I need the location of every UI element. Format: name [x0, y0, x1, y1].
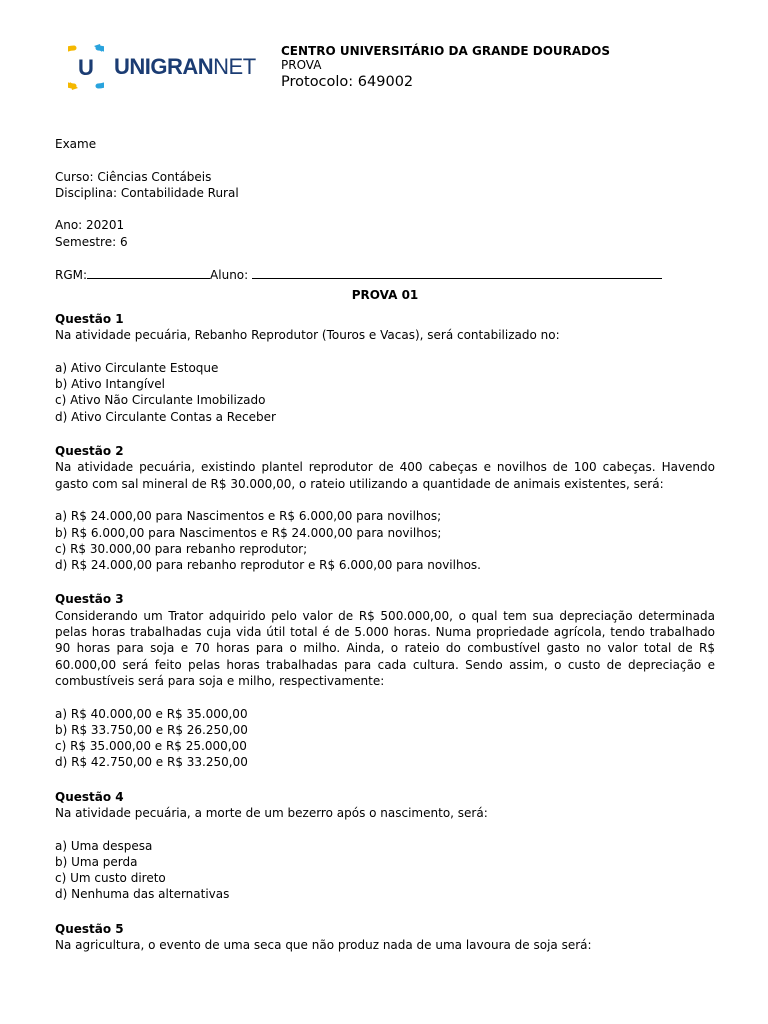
answer-option[interactable]: d) Ativo Circulante Contas a Receber — [55, 409, 276, 424]
answer-option[interactable]: b) Uma perda — [55, 854, 138, 869]
year-label: Ano: 20201 — [55, 218, 125, 233]
question-text: Na atividade pecuária, a morte de um bezerro após o nascimento, será: — [55, 805, 488, 820]
protocol-number: Protocolo: 649002 — [281, 74, 414, 90]
logo-letter: U — [78, 55, 94, 80]
document-type: PROVA — [281, 58, 322, 72]
answer-option[interactable]: a) Uma despesa — [55, 838, 153, 853]
answer-option[interactable]: d) R$ 42.750,00 e R$ 33.250,00 — [55, 755, 248, 770]
answer-option[interactable]: c) Um custo direto — [55, 871, 166, 886]
answer-option[interactable]: b) Ativo Intangível — [55, 377, 165, 392]
semester-label: Semestre: 6 — [55, 234, 128, 249]
test-title: PROVA 01 — [351, 287, 419, 302]
student-name-field[interactable] — [252, 266, 662, 279]
logo-wordmark — [114, 54, 256, 80]
answer-option[interactable]: a) R$ 24.000,00 para Nascimentos e R$ 6.000,00 para novilhos; — [55, 509, 442, 524]
answer-option[interactable]: d) R$ 24.000,00 para rebanho reprodutor e R$ 6.000,00 para novilhos. — [55, 558, 481, 573]
answer-option[interactable]: c) R$ 30.000,00 para rebanho reprodutor; — [55, 541, 308, 556]
course-label: Curso: Ciências Contábeis — [55, 169, 212, 184]
question-text: Na agricultura, o evento de uma seca que não produz nada de uma lavoura de soja será: — [55, 938, 592, 953]
student-id-row — [55, 266, 715, 282]
document-header — [281, 44, 610, 92]
answer-option[interactable]: b) R$ 6.000,00 para Nascimentos e R$ 24.000,00 para novilhos; — [55, 525, 442, 540]
question-title: Questão 4 — [55, 789, 124, 804]
question-title: Questão 1 — [55, 311, 124, 326]
logo-wordmark-part1: UNIGRAN — [114, 54, 214, 79]
question-text: Na atividade pecuária, existindo plantel reprodutor de 400 cabeças e novilhos de 100 cabeças. Havendo gasto com sal mineral de R$ 30.000,00, o rateio utilizando a quantidade de animais existentes, será: — [55, 460, 715, 491]
unigran-logo-icon — [68, 44, 104, 90]
question-block — [55, 311, 715, 425]
answer-option[interactable]: a) R$ 40.000,00 e R$ 35.000,00 — [55, 706, 248, 721]
logo-wordmark-part2: NET — [213, 54, 256, 79]
question-title: Questão 3 — [55, 592, 124, 607]
question-block — [55, 591, 715, 770]
answer-option[interactable]: d) Nenhuma das alternativas — [55, 887, 230, 902]
rgm-field[interactable] — [87, 266, 210, 279]
question-block — [55, 921, 715, 954]
institution-name: CENTRO UNIVERSITÁRIO DA GRANDE DOURADOS — [281, 44, 610, 58]
student-label: Aluno: — [210, 268, 249, 283]
question-title: Questão 2 — [55, 444, 124, 459]
answer-option[interactable]: c) Ativo Não Circulante Imobilizado — [55, 393, 266, 408]
exam-label: Exame — [55, 137, 97, 151]
unigran-logo — [68, 44, 258, 92]
answer-option[interactable]: c) R$ 35.000,00 e R$ 25.000,00 — [55, 739, 247, 754]
discipline-label: Disciplina: Contabilidade Rural — [55, 185, 239, 200]
rgm-label: RGM: — [55, 268, 88, 283]
exam-content — [55, 136, 715, 953]
question-title: Questão 5 — [55, 921, 124, 936]
question-text: Considerando um Trator adquirido pelo valor de R$ 500.000,00, o qual tem sua depreciação determinada pelas horas trabalhadas cuja vida útil total é de 5.000 horas. Numa propriedade agrícola, tendo trabalhado 90 horas para soja e 70 horas para o milho. Ainda, o rateio do combustível gasto no valor total de R$ 60.000,00 será feito pelas horas trabalhadas para cada cultura. Sendo assim, o custo de depreciação e combustíveis será para soja e milho, respectivamente: — [55, 608, 715, 688]
question-block — [55, 443, 715, 573]
answer-option[interactable]: a) Ativo Circulante Estoque — [55, 360, 219, 375]
question-block — [55, 789, 715, 903]
answer-option[interactable]: b) R$ 33.750,00 e R$ 26.250,00 — [55, 722, 248, 737]
question-text: Na atividade pecuária, Rebanho Reprodutor (Touros e Vacas), será contabilizado no: — [55, 328, 560, 343]
